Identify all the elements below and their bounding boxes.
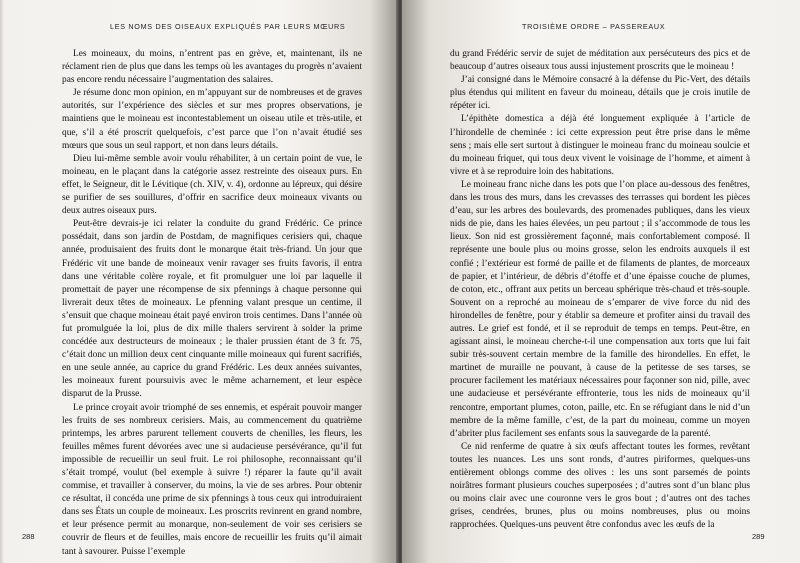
paragraph: L’épithète domestica a déjà été longuement expliquée à l’article de l’hirondelle de cheminée : ici cette expression peut être prise dans le même sens ; mais elle sert surtout à distinguer le moineau franc du moineau soulcie et du moineau friquet, qui tous deux vivent le voisinage de l’homme, et aiment à vivre et à se reproduire loin des habitations. <box>450 114 750 177</box>
paragraph: Peut-être devrais-je ici relater la conduite du grand Frédéric. Ce prince possédait, dans son jardin de Postdam, de magnifiques cerisiers qui, chaque année, produisaient des fruits dont le monarque était très-friand. Un jour que Frédéric vit une bande de moineaux venir ravager ses fruits favoris, il entra dans une véritable colère royale, et fit promulguer une loi par laquelle il promettait de payer une récompense de six pfennings à chaque personne qui livrerait deux têtes de moineaux. Le pfenning valant presque un centime, il s’ensuit que chaque moineau était payé environ trois centimes. Dans l’année où fut promulguée la loi, plus de dix mille thalers servirent à solder la prime concédée aux destructeurs de moineaux ; le thaler prussien étant de 3 fr. 75, c’était donc un million deux cent cinquante mille moineaux qui furent sacrifiés, en une seule année, au caprice du grand Frédéric. Les deux années suivantes, les moineaux furent poursuivis avec le même acharnement, et leur espèce disparut de la Prusse. <box>62 219 362 400</box>
running-head-right: TROISIÈME ORDRE – PASSEREAUX <box>522 22 666 31</box>
page-edge <box>0 0 4 563</box>
running-head-left: LES NOMS DES OISEAUX EXPLIQUÉS PAR LEURS MŒURS <box>110 22 346 31</box>
paragraph: Les moineaux, du moins, n’entrent pas en grève, et, maintenant, ils ne réclament rien de plus que dans les temps où les avantages du progrès n’avaient pas encore rendu nécessaire l’augmentation des salaires. <box>62 49 362 86</box>
paragraph: J’ai consigné dans le Mémoire consacré à la défense du Pic-Vert, des détails plus étendus qui militent en faveur du moineau, détails que je crois inutile de répéter ici. <box>450 75 750 112</box>
left-page-body <box>62 48 362 559</box>
paragraph: Ce nid renferme de quatre à six œufs affectant toutes les formes, revêtant toutes les nuances. Les uns sont ronds, d’autres piriformes, quelques-uns entièrement oblongs comme des olives : les uns sont parsemés de points noirâtres formant plusieurs couches superposées ; d’autres sont d’un blanc plus ou moins clair avec une couronne vers le gros bout ; d’autres ont des taches grises, cendrées, brunes, plus ou moins nombreuses, plus ou moins rapprochées. Quelques-uns peuvent être confondus avec les œufs de la <box>450 441 750 531</box>
page-number-right: 289 <box>752 532 765 541</box>
page-number-left: 288 <box>22 532 35 541</box>
right-page-body <box>450 48 750 532</box>
left-page <box>0 0 398 563</box>
paragraph: Le prince croyait avoir triomphé de ses ennemis, et espérait pouvoir manger les fruits de ses nombreux cerisiers. Mais, au commencement du quatrième printemps, les arbres parurent tellement couverts de chenilles, les fleurs, les feuilles mêmes furent dévorées avec une si audacieuse persévérance, qu’il fut impossible de recueillir un seul fruit. Le roi philosophe, reconnaissant qu’il s’était trompé, voulut (bel exemple à suivre !) réparer la faute qu’il avait commise, et travailler à conserver, du moins, la vie de ses arbres. Pour obtenir ce résultat, il concéda une prime de six pfennings à tous ceux qui introduiraient dans ses États un couple de moineaux. Les proscrits revinrent en grand nombre, et leur présence permit au monarque, non-seulement de voir ses cerisiers se couvrir de fleurs et de feuilles, mais encore de recueillir les fruits qu’il aimait tant à savourer. Puisse l’exemple <box>62 402 362 557</box>
paragraph: du grand Frédéric servir de sujet de méditation aux persécuteurs des pics et de beaucoup d’autres oiseaux tous aussi injustement proscrits que le moineau ! <box>450 49 750 73</box>
right-page <box>402 0 800 563</box>
paragraph: Le moineau franc niche dans les pots que l’on place au-dessous des fenêtres, dans les trous des murs, dans les crevasses des terrasses qui bordent les pièces d’eau, sur les arbres des boulevards, des promenades publiques, dans les vieux nids de pie, dans les haies élevées, un peu partout ; il s’accommode de tous les lieux. Son nid est grossièrement façonné, mais confortablement composé. Il représente une boule plus ou moins grosse, selon les endroits auxquels il est confié ; l’extérieur est formé de paille et de filaments de plantes, de morceaux de papier, et l’intérieur, de débris d’étoffe et d’une épaisse couche de plumes, de coton, etc., offrant aux petits un berceau sphérique très-chaud et très-souple. Souvent on a reproché au moineau de s’emparer de vive force du nid des hirondelles de fenêtre, pour y établir sa demeure et profiter ainsi du travail des autres. Le grief est fondé, et il se reproduit de temps en temps. Peut-être, en agissant ainsi, le moineau cherche-t-il une compensation aux torts que lui fait subir très-souvent certain membre de la famille des hirondelles. En effet, le martinet de muraille ne pouvant, à cause de la petitesse de ses tarses, se procurer facilement les matériaux nécessaires pour façonner son nid, pille, avec une audacieuse et persévérante effronterie, tous les nids de moineaux qu’il rencontre, emportant plumes, coton, paille, etc. En se réfugiant dans le nid d’un membre de la même famille, c’est, de la part du moineau, comme un moyen d’abriter plus facilement ses enfants sous la sauvegarde de la parenté. <box>450 179 750 439</box>
paragraph: Je résume donc mon opinion, en m’appuyant sur de nombreuses et de graves autorités, sur l’expérience des siècles et sur mes propres observations, je maintiens que le moineau est incontestablement un oiseau utile et très-utile, et que, s’il a été proscrit quelquefois, c’est parce que l’on n’avait étudié ses mœurs que sous un seul rapport, et non dans leurs détails. <box>62 88 362 151</box>
paragraph: Dieu lui-même semble avoir voulu réhabiliter, à un certain point de vue, le moineau, en le plaçant dans la catégorie assez restreinte des oiseaux purs. En effet, le Seigneur, dit le Lévitique (ch. XIV, v. 4), ordonne au lépreux, qui désire se purifier de ses souillures, d’offrir en sacrifice deux moineaux vivants ou deux autres oiseaux purs. <box>62 153 362 217</box>
